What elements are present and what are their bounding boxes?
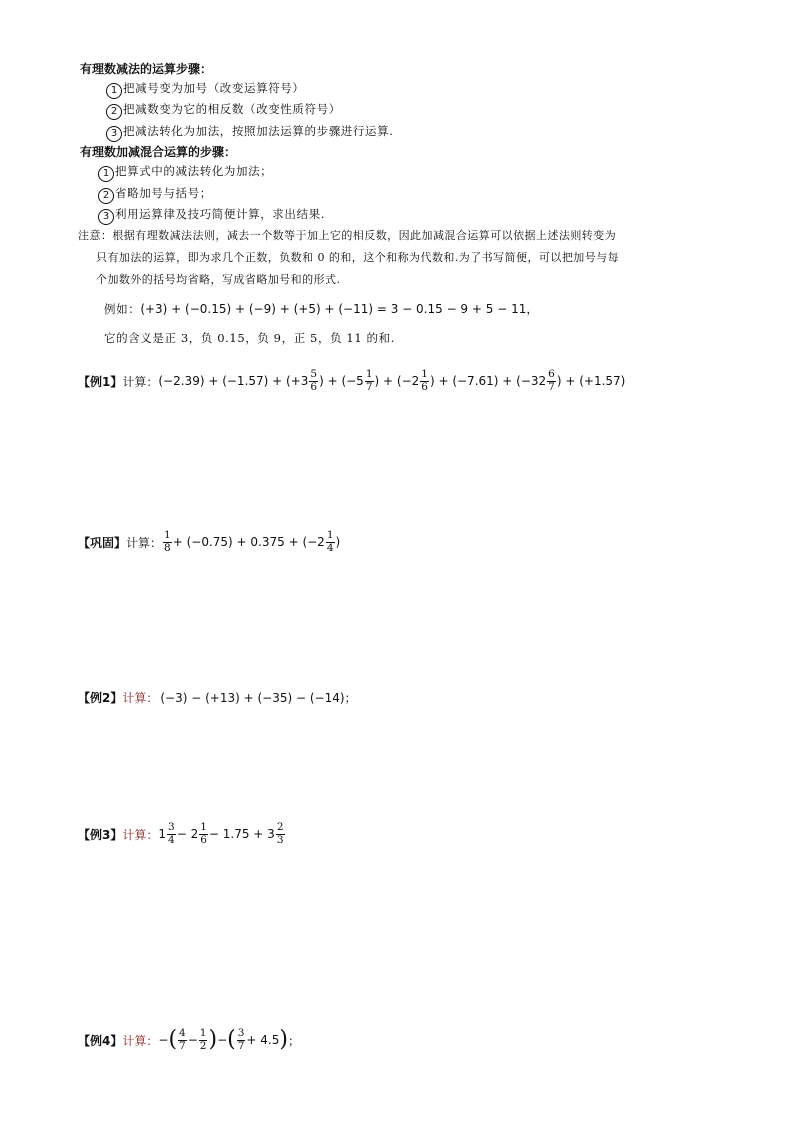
example-label: 计算： bbox=[122, 374, 159, 389]
fraction bbox=[420, 369, 429, 392]
note-meaning: 它的含义是正 3，负 0.15，负 9，正 5，负 11 的和. bbox=[104, 331, 395, 345]
step-number: 3 bbox=[98, 209, 114, 225]
example-2 bbox=[78, 686, 357, 708]
expr-part: − bbox=[217, 1033, 228, 1047]
fraction bbox=[326, 530, 335, 553]
numerator: 2 bbox=[276, 821, 284, 834]
note-example bbox=[104, 298, 538, 317]
section2-step-3 bbox=[98, 206, 325, 225]
numerator: 1 bbox=[199, 1027, 207, 1040]
numerator: 1 bbox=[326, 529, 334, 542]
numerator: 4 bbox=[179, 1027, 186, 1040]
example-tag: 【例4】 bbox=[78, 1033, 123, 1048]
denominator: 2 bbox=[199, 1039, 207, 1052]
expr-part: ) + (−2 bbox=[374, 374, 420, 388]
whole-number: 1 bbox=[158, 827, 167, 841]
denominator: 4 bbox=[168, 833, 175, 846]
note-line-3: 个加数外的括号均省略，写成省略加号和的形式. bbox=[96, 273, 341, 286]
expr-part: − 2 bbox=[176, 827, 199, 841]
expr-part: (−2.39) + (−1.57) + (+3 bbox=[158, 374, 309, 388]
section2-title: 有理数加减混合运算的步骤： bbox=[80, 145, 237, 159]
step-text: 把减号变为加号（改变运算符号） bbox=[123, 81, 305, 95]
example-gonggu bbox=[78, 527, 340, 557]
example-tag: 【例1】 bbox=[78, 374, 123, 389]
expr-part: ) + (−7.61) + (−32 bbox=[429, 374, 547, 388]
section2-step-2 bbox=[98, 185, 212, 204]
left-paren: ( bbox=[227, 1027, 236, 1052]
example-3 bbox=[78, 818, 286, 850]
numerator: 1 bbox=[200, 821, 207, 834]
numerator: 6 bbox=[548, 368, 555, 381]
example-4 bbox=[78, 1022, 300, 1058]
expr-part: ) + (−5 bbox=[319, 374, 364, 388]
section2-step-1 bbox=[98, 163, 272, 182]
fraction bbox=[365, 369, 374, 392]
expr-part: + 4.5 bbox=[246, 1033, 280, 1047]
example-label: 计算： bbox=[126, 535, 163, 550]
step-number: 3 bbox=[106, 126, 122, 142]
example-expression: (+3) + (−0.15) + (−9) + (+5) + (−11) = 3 − 0.15 − 9 + 5 − 11， bbox=[140, 302, 539, 316]
step-number: 1 bbox=[98, 166, 114, 182]
step-number: 2 bbox=[106, 104, 122, 120]
denominator: 6 bbox=[421, 380, 428, 393]
denominator: 7 bbox=[365, 380, 373, 393]
denominator: 7 bbox=[237, 1039, 245, 1052]
example-tag: 【巩固】 bbox=[78, 535, 127, 550]
expr-part: + (−0.75) + 0.375 + (−2 bbox=[172, 535, 325, 549]
numerator: 1 bbox=[164, 529, 171, 542]
fraction bbox=[178, 1028, 187, 1051]
example-tag: 【例3】 bbox=[78, 827, 123, 842]
step-number: 1 bbox=[106, 83, 122, 99]
step-text: 利用运算律及技巧简便计算，求出结果. bbox=[115, 207, 325, 221]
fraction bbox=[167, 822, 176, 845]
step-text: 把减数变为它的相反数（改变性质符号） bbox=[123, 102, 341, 116]
expr-part: − 1.75 + 3 bbox=[208, 827, 275, 841]
fraction bbox=[309, 369, 318, 392]
section1-step-2 bbox=[106, 101, 341, 120]
section1-title: 有理数减法的运算步骤： bbox=[80, 62, 213, 76]
numerator: 3 bbox=[237, 1027, 245, 1040]
step-text: 把减法转化为加法，按照加法运算的步骤进行运算. bbox=[123, 124, 394, 138]
denominator: 7 bbox=[548, 380, 555, 393]
step-text: 把算式中的减法转化为加法； bbox=[115, 164, 273, 178]
numerator: 3 bbox=[168, 821, 175, 834]
example-1 bbox=[78, 366, 625, 396]
fraction bbox=[199, 822, 208, 845]
fraction bbox=[163, 530, 172, 553]
denominator: 6 bbox=[200, 833, 207, 846]
step-text: 省略加号与括号； bbox=[115, 186, 212, 200]
fraction bbox=[199, 1028, 208, 1051]
section1-step-3 bbox=[106, 123, 393, 142]
right-paren: ) bbox=[279, 1027, 288, 1052]
denominator: 3 bbox=[276, 833, 284, 846]
example-tag: 【例2】 bbox=[78, 690, 123, 705]
denominator: 7 bbox=[179, 1039, 186, 1052]
numerator: 1 bbox=[365, 368, 373, 381]
fraction bbox=[547, 369, 556, 392]
numerator: 5 bbox=[310, 368, 318, 381]
fraction bbox=[237, 1028, 246, 1051]
numerator: 1 bbox=[421, 368, 428, 381]
note-line-2: 只有加法的运算，即为求几个正数，负数和 0 的和，这个和称为代数和.为了书写简便，可以把加号与每 bbox=[96, 251, 620, 264]
expr-part: ) bbox=[335, 535, 341, 549]
note-line-1: 注意：根据有理数减法法则，减去一个数等于加上它的相反数，因此加减混合运算可以依据上述法则转变为 bbox=[78, 229, 617, 242]
expr-end: ； bbox=[287, 1033, 300, 1048]
example-label: 计算： bbox=[122, 827, 159, 842]
expr: (−3) − (+13) + (−35) − (−14)； bbox=[160, 690, 357, 705]
right-paren: ) bbox=[208, 1027, 218, 1052]
left-paren: ( bbox=[168, 1027, 178, 1052]
expr-part: − bbox=[187, 1033, 198, 1047]
example-label: 计算： bbox=[122, 690, 159, 705]
denominator: 4 bbox=[326, 541, 334, 554]
step-number: 2 bbox=[98, 188, 114, 204]
denominator: 8 bbox=[164, 541, 171, 554]
fraction bbox=[276, 822, 285, 845]
example-label: 计算： bbox=[122, 1033, 159, 1048]
example-label: 例如： bbox=[104, 302, 141, 316]
expr-part: ) + (+1.57) bbox=[556, 374, 626, 388]
expr-part: − bbox=[158, 1033, 169, 1047]
section1-step-1 bbox=[106, 80, 305, 99]
denominator: 6 bbox=[310, 380, 318, 393]
